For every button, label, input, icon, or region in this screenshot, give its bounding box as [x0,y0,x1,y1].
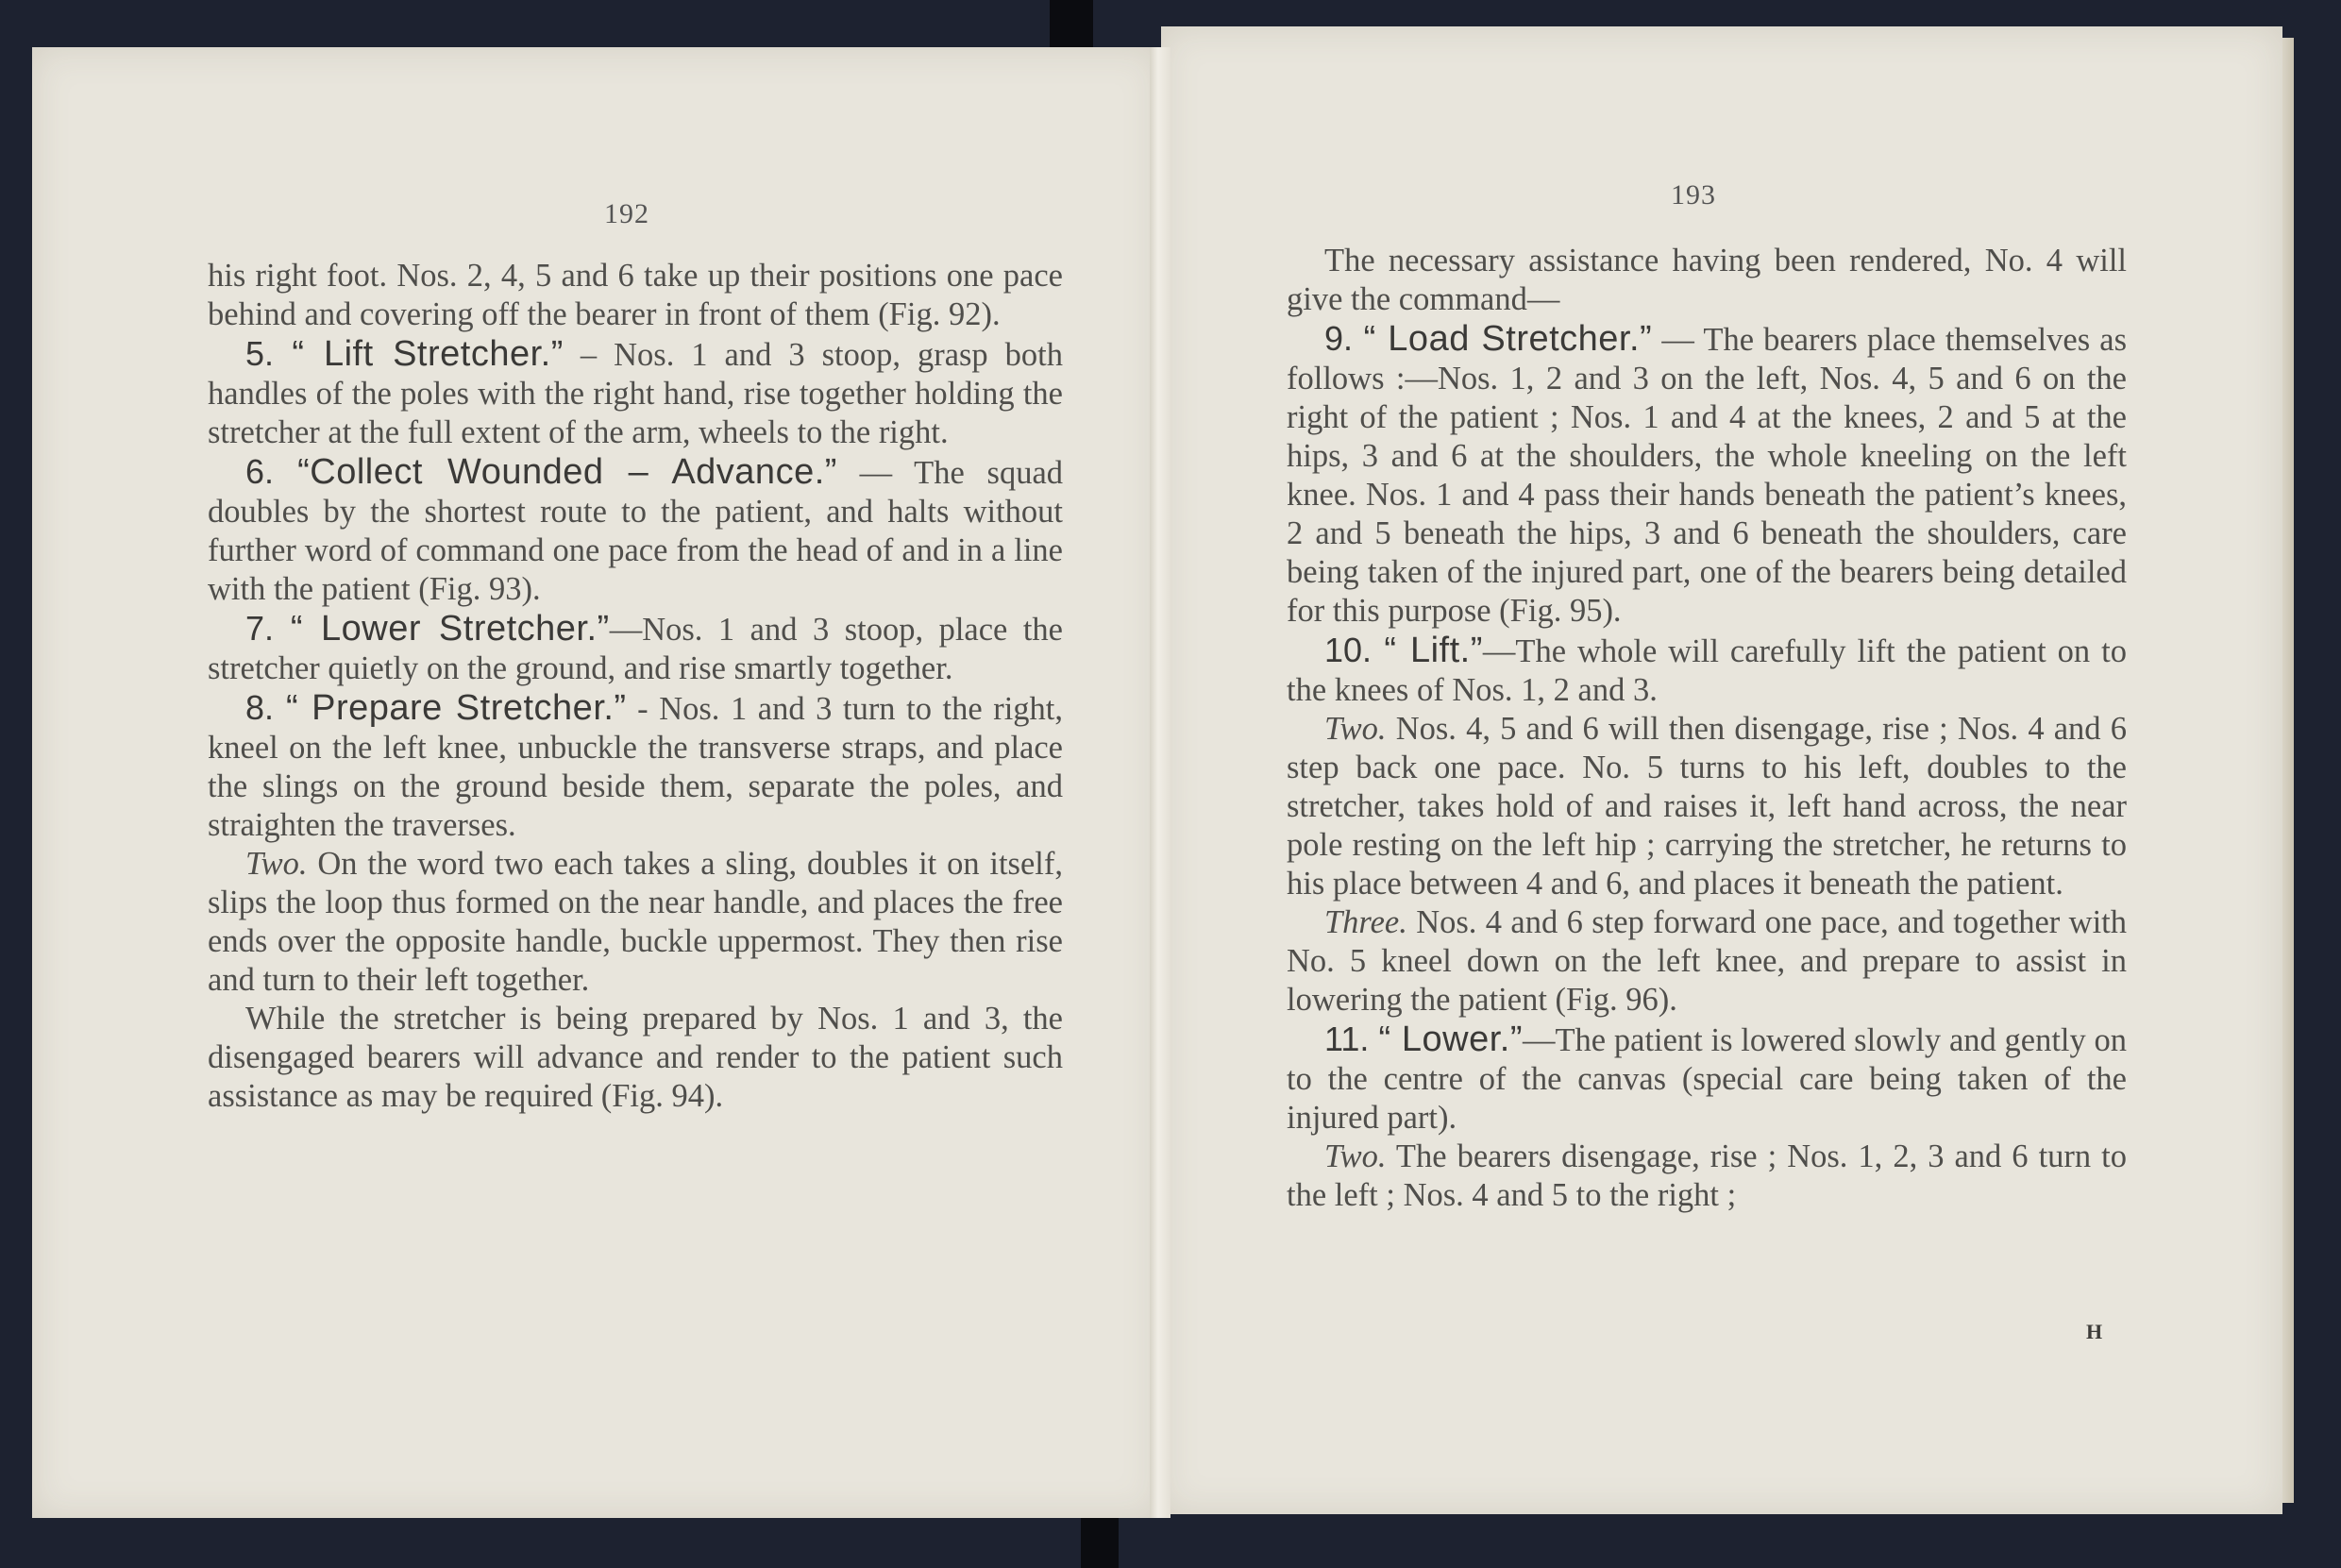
item-number: 7. [245,609,291,648]
paragraph-text: While the stretcher is being prepared by Nos. 1 and 3, the disengaged bearers will advance and render to the patient such assistance as may be required (Fig. 94). [208,1001,1063,1114]
item-number: 10. [1324,631,1385,669]
command-heading: “ Load Stretcher.” [1363,319,1653,359]
paragraph [208,257,1063,334]
paragraph-text: The bearers disengage, rise ; Nos. 1, 2, 3 and 6 turn to the left ; Nos. 4 and 5 to the right ; [1287,1138,2127,1213]
command-heading: “ Lift Stretcher.” [292,334,564,374]
paragraph [1287,1020,2127,1138]
paragraph [1287,903,2127,1020]
command-heading: “ Prepare Stretcher.” [285,688,627,728]
paragraph [1287,1138,2127,1215]
paragraph-text: —Nos. 1 and 3 stoop, place the stretcher quietly on the ground, and rise smartly together. [208,612,1063,686]
paragraph [1287,631,2127,710]
paragraph-text: - Nos. 1 and 3 turn to the right, kneel on the left knee, unbuckle the transverse straps, and place the slings on the ground beside them, separate the poles, and straighten the traverses. [208,691,1064,843]
paragraph [208,688,1063,845]
paragraph [208,452,1063,609]
paragraph [1287,710,2127,903]
item-number: 11. [1324,1020,1379,1058]
italic-lead: Two. [1324,711,1387,747]
paragraph [1287,242,2127,319]
paragraph [208,845,1063,1000]
paragraph-text: Nos. 4 and 6 step forward one pace, and together with No. 5 kneel down on the left knee, and prepare to assist in lowering the patient (Fig. 96). [1287,904,2127,1018]
italic-lead: Two. [245,846,308,882]
book-gutter [1150,47,1170,1518]
paragraph [208,1000,1063,1116]
paragraph [208,334,1063,452]
paragraph-text: The necessary assistance having been rendered, No. 4 will give the command— [1287,243,2127,317]
item-number: 8. [245,688,286,727]
italic-lead: Two. [1324,1138,1387,1174]
signature-mark: H [2086,1320,2103,1343]
right-page-number: 193 [1671,179,1716,211]
left-page-number: 192 [604,198,649,229]
paragraph [1287,319,2127,631]
command-heading: “ Lift.” [1384,631,1483,670]
paragraph-text: his right foot. Nos. 2, 4, 5 and 6 take up their positions one pace behind and covering off the bearer in front of them (Fig. 92). [208,258,1063,332]
italic-lead: Three. [1324,904,1407,940]
item-number: 5. [245,334,293,373]
command-heading: “ Lower Stretcher.” [290,609,610,649]
paragraph-text: On the word two each takes a sling, doubles it on itself, slips the loop thus formed on the near handle, and places the free ends over the opposite handle, buckle uppermost. They then rise and turn to their left together. [208,846,1063,998]
right-page-text [1287,242,2127,1215]
paragraph-text: Nos. 4, 5 and 6 will then disengage, rise ; Nos. 4 and 6 step back one pace. No. 5 turns to his left, doubles to the stretcher, takes hold of and raises it, left hand across, the near pole resting on the left hip ; carrying the stretcher, he returns to his place between 4 and 6, and places it beneath the patient. [1287,711,2127,902]
left-page-text [208,257,1063,1116]
command-heading: “ Lower.” [1378,1020,1523,1059]
paragraph-text: —The whole will carefully lift the patient on to the knees of Nos. 1, 2 and 3. [1287,633,2127,708]
paragraph-text: — The bearers place themselves as follows :—Nos. 1, 2 and 3 on the left, Nos. 4, 5 and 6 on the right of the patient ; Nos. 1 and 4 at the knees, 2 and 5 at the hips, 3 and 6 at the shoulders, the whole kneeling on the left knee. Nos. 1 and 4 pass their hands beneath the patient’s knees, 2 and 5 beneath the hips, 3 and 6 beneath the shoulders, care being taken of the injured part, one of the bearers being detailed for this purpose (Fig. 95). [1287,322,2128,629]
paragraph [208,609,1063,688]
page-edges [2282,38,2294,1503]
paragraph-text: – Nos. 1 and 3 stoop, grasp both handles of the poles with the right hand, rise together holding the stretcher at the full extent of the arm, wheels to the right. [208,337,1064,450]
item-number: 9. [1324,319,1364,358]
command-heading: “Collect Wounded – Advance.” [297,452,837,492]
paragraph-text: —The patient is lowered slowly and gently on to the centre of the canvas (special care being taken of the injured part). [1287,1022,2128,1136]
scan-border [1081,1510,1119,1568]
item-number: 6. [245,452,298,491]
paragraph-text: — The squad doubles by the shortest route to the patient, and halts without further word of command one pace from the head of and in a line with the patient (Fig. 93). [208,455,1064,607]
